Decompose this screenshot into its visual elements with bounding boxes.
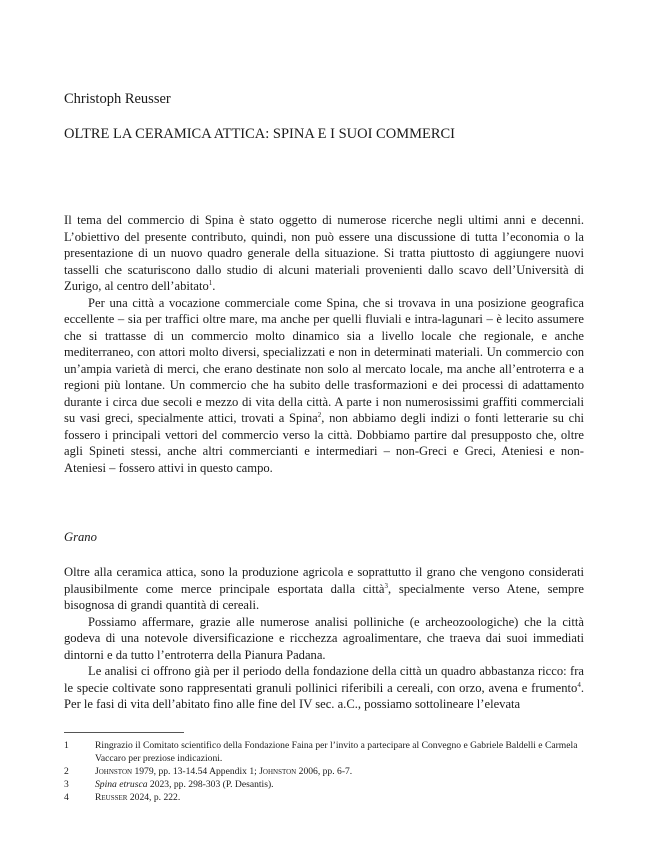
footnote-ref-1[interactable]: 1: [208, 278, 213, 287]
grano-body: [64, 564, 584, 713]
footnote-number: 3: [64, 779, 69, 790]
text-run: . Per le fasi di vita dell’abitato fino alle fine del IV sec. a.C., possiamo sottolineare l’elevata: [64, 680, 584, 711]
citation-part: 2006, pp. 6-7.: [296, 766, 353, 777]
text-run: Oltre alla ceramica attica, sono la produzione agricola e soprattutto il grano che vengono considerati plausibilmente come merce principale esportata dalla città: [64, 565, 584, 596]
grano-paragraph-1: [64, 564, 584, 614]
footnote-divider: [64, 732, 184, 733]
footnote-1: [64, 739, 584, 765]
text-run: Il tema del commercio di Spina è stato oggetto di numerose ricerche negli ultimi anni e decenni. L’obiettivo del presente contributo, quindi, non può essere una discussione di tutta l’economia o la presentazione di un nuovo quadro generale della situazione. Si tratta piuttosto di aggiungere nuovi tasselli che scaturiscono dallo studio di alcuni materiali provenienti dallo scavo dell’Università di Zurigo, al centro dell’abitato: [64, 213, 584, 293]
footnote-text: [95, 791, 584, 804]
cited-author: Johnston: [95, 766, 133, 777]
footnote-ref-2[interactable]: 2: [317, 410, 322, 419]
cited-title: Spina etrusca: [95, 779, 148, 790]
text-run: , specialmente verso Atene, sempre bisognosa di grandi quantità di cereali.: [64, 581, 584, 612]
footnote-3: [64, 778, 584, 791]
grano-paragraph-3: [64, 663, 584, 713]
footnote-ref-3[interactable]: 3: [384, 581, 389, 590]
text-run: .: [212, 279, 216, 293]
text-run: , non abbiamo degli indizi o fonti letterarie su chi fossero i principali vettori del commercio verso la città. Dobbiamo partire dal presupposto che, oltre agli Spineti stessi, anche altri commercianti e intermediari – non-Greci e Greci, Ateniesi e non-Ateniesi – fossero attivi in questo campo.: [64, 411, 584, 475]
footnote-number: 1: [64, 740, 69, 751]
section-heading: Grano: [64, 530, 97, 544]
footnote-number: 2: [64, 766, 69, 777]
footnote-text: [95, 765, 584, 778]
footnote-text: Ringrazio il Comitato scientifico della Fondazione Faina per l’invito a partecipare al Convegno e Gabriele Baldelli e Carmela Vaccaro per preziose indicazioni.: [95, 740, 578, 764]
citation-part: 2023, pp. 298-303 (P. Desantis).: [147, 779, 274, 790]
cited-author: Reusser: [95, 792, 128, 803]
grano-paragraph-2: Possiamo affermare, grazie alle numerose analisi polliniche (e archeozoologiche) che la città godeva di una notevole diversificazione e ricchezza agroalimentare, che traeva dai suoi immediati dintorni e da tutto l’entroterra della Pianura Padana.: [64, 614, 584, 662]
footnote-4: [64, 791, 584, 804]
footnote-number: 4: [64, 792, 69, 803]
footnote-text: [95, 778, 584, 791]
intro-paragraph-2: [64, 295, 584, 477]
intro-paragraph-1: [64, 212, 584, 295]
author-name: Christoph Reusser: [64, 91, 171, 107]
footnotes: [64, 739, 584, 804]
intro-body: [64, 212, 584, 476]
text-run: Le analisi ci offrono già per il periodo della fondazione della città un quadro abbastanza ricco: fra le specie coltivate sono rappresentati granuli pollinici riferibili a cereali, con orzo, avena e frumento: [64, 664, 584, 695]
footnote-2: [64, 765, 584, 778]
text-run: Per una città a vocazione commerciale come Spina, che si trovava in una posizione geografica eccellente – sia per traffici oltre mare, ma anche per quelli fluviali e intra-lagunari – è lecito assumere che si trattasse di un commercio molto dinamico sia a livello locale che regionale, e anche mediterraneo, con attori molto diversi, specializzati e non in determinati materiali. Un commercio con un’ampia varietà di merci, che erano destinate non solo al mercato locale, ma anche all’entroterra e a regioni più lontane. Un commercio che ha subito delle trasformazioni e dei processi di adattamento durante i circa due secoli e mezzo di vita della città. A parte i non numerosissimi graffiti commerciali su vasi greci, specialmente attici, trovati a Spina: [64, 295, 584, 425]
citation-part: 1979, pp. 13-14.54 Appendix 1;: [132, 766, 260, 777]
citation-part: 2024, p. 222.: [127, 792, 181, 803]
footnote-ref-4[interactable]: 4: [577, 680, 581, 689]
cited-author: Johnston: [259, 766, 297, 777]
paper-title: OLTRE LA CERAMICA ATTICA: SPINA E I SUOI COMMERCI: [64, 126, 456, 142]
